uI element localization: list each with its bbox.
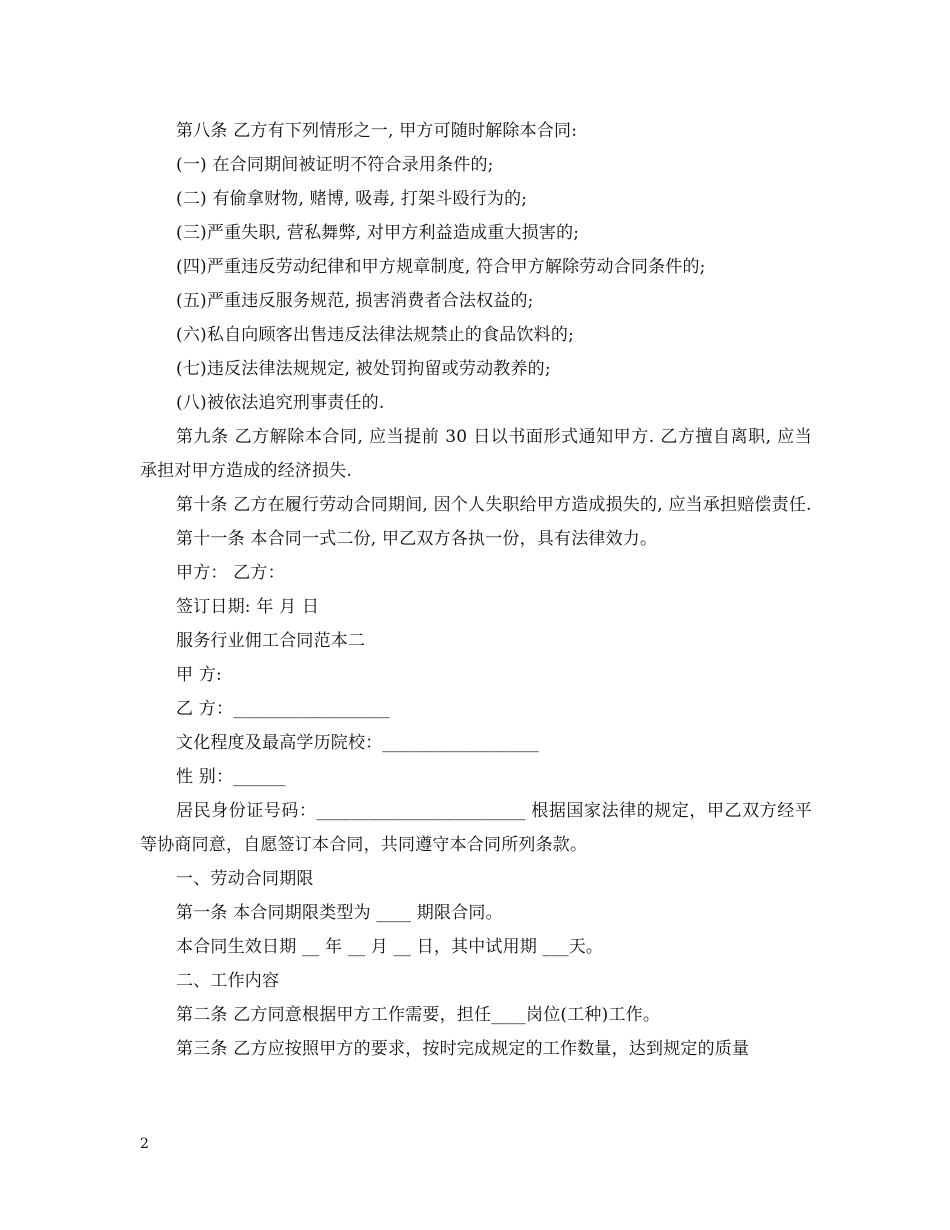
education-field: 文化程度及最高学历院校：__________________ <box>176 733 539 753</box>
article-1: 第一条 本合同期限类型为 ____ 期限合同。 <box>176 903 503 923</box>
clause-8-item-6: (六)私自向顾客出售违反法律法规禁止的食品饮料的; <box>176 325 574 345</box>
clause-8-item-5: (五)严重违反服务规范, 损害消费者合法权益的; <box>176 291 534 311</box>
clause-8-heading: 第八条 乙方有下列情形之一, 甲方可随时解除本合同: <box>176 121 578 141</box>
party-a-field: 甲 方: <box>176 665 222 685</box>
contract-template-title: 服务行业佣工合同范本二 <box>176 631 366 651</box>
clause-8-item-2: (二) 有偷拿财物, 赌博, 吸毒, 打架斗殴行为的; <box>176 189 528 209</box>
signature-parties: 甲方： 乙方： <box>176 563 285 583</box>
effective-date-line: 本合同生效日期 __ 年 __ 月 __ 日，其中试用期 ___天。 <box>176 937 604 957</box>
clause-8-item-3: (三)严重失职, 营私舞弊, 对甲方利益造成重大损害的; <box>176 223 580 243</box>
id-number-paragraph: 居民身份证号码：________________________ 根据国家法律的规定，甲乙双方经平等协商同意，自愿签订本合同，共同遵守本合同所列条款。 <box>140 801 812 855</box>
article-3: 第三条 乙方应按照甲方的要求，按时完成规定的工作数量，达到规定的质量 <box>176 1039 750 1059</box>
page-number: 2 <box>140 1136 149 1152</box>
clause-11: 第十一条 本合同一式二份, 甲乙双方各执一份，具有法律效力。 <box>176 529 658 549</box>
article-2: 第二条 乙方同意根据甲方工作需要，担任____岗位(工种)工作。 <box>176 1005 661 1025</box>
party-b-field: 乙 方：__________________ <box>176 699 390 719</box>
gender-field: 性 别：______ <box>176 767 286 787</box>
clause-8-item-7: (七)违反法律法规规定, 被处罚拘留或劳动教养的; <box>176 359 551 379</box>
clause-10-paragraph: 第十条 乙方在履行劳动合同期间, 因个人失职给甲方造成损失的, 应当承担赔偿责任. <box>176 495 812 515</box>
clause-9-paragraph: 第九条 乙方解除本合同, 应当提前 30 日以书面形式通知甲方. 乙方擅自离职, 应当承担对甲方造成的经济损失. <box>140 427 812 481</box>
clause-8-item-8: (八)被依法追究刑事责任的. <box>176 393 385 413</box>
section-2-heading: 二、工作内容 <box>176 971 280 991</box>
clause-8-item-1: (一) 在合同期间被证明不符合录用条件的; <box>176 155 494 175</box>
document-body <box>140 114 812 1066</box>
clause-8-item-4: (四)严重违反劳动纪律和甲方规章制度, 符合甲方解除劳动合同条件的; <box>176 257 706 277</box>
section-1-heading: 一、劳动合同期限 <box>176 869 314 889</box>
signing-date: 签订日期: 年 月 日 <box>176 597 320 617</box>
